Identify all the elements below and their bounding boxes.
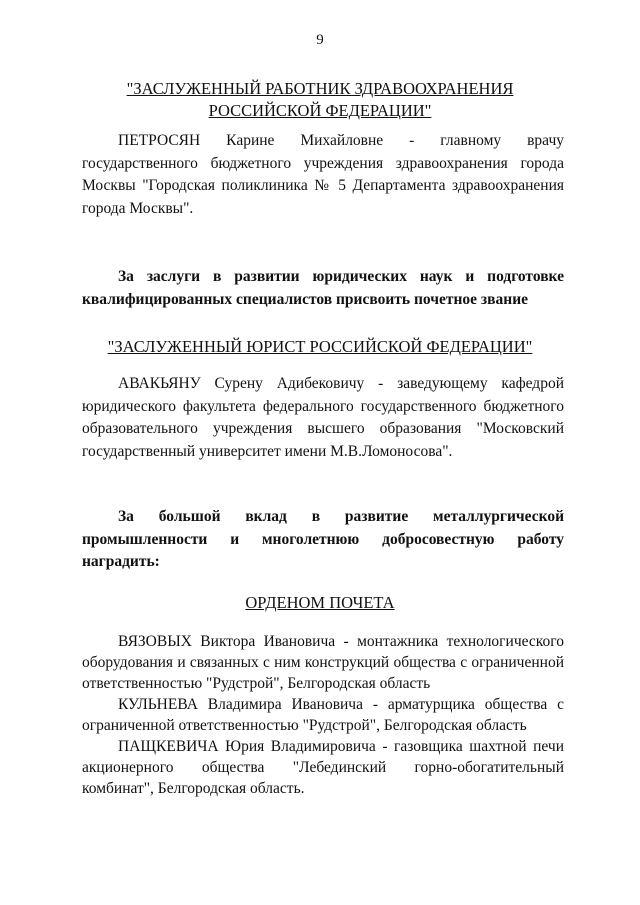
section3-award-pashkevich: ПАЩКЕВИЧА Юрия Владимировича - газовщика шахтной печи акционерного общества "Лебединский горно-обогатительный комбинат", Белгородская область. [82, 738, 564, 797]
section2-award-avakyan: АВАКЬЯНУ Сурену Адибековичу - заведующему кафедрой юридического факультета федерального государственного бюджетного образовательного учреждения высшего образования "Московский государственный университет имени М.В.Ломоносова". [82, 375, 564, 460]
section1-award-petrosyan: ПЕТРОСЯН Карине Михайловне - главному врачу государственного бюджетного учреждения здравоохранения города Москвы "Городская поликлиника № 5 Департамента здравоохранения города Москвы". [82, 132, 564, 217]
section3-award-kulnev: КУЛЬНЕВА Владимира Ивановича - арматурщика общества с ограниченной ответственностью "Рудстрой", Белгородская область [82, 696, 564, 734]
page-number: 9 [316, 32, 324, 48]
section2-title: "ЗАСЛУЖЕННЫЙ ЮРИСТ РОССИЙСКОЙ ФЕДЕРАЦИИ" [107, 337, 533, 356]
section3-title: ОРДЕНОМ ПОЧЕТА [245, 593, 395, 612]
section1-title-line1: "ЗАСЛУЖЕННЫЙ РАБОТНИК ЗДРАВООХРАНЕНИЯ [126, 79, 514, 98]
section3-intro: За большой вклад в развитие металлургической промышленности и многолетнюю добросовестную работу наградить: [82, 508, 564, 570]
section2-intro: За заслуги в развитии юридических наук и подготовке квалифицированных специалистов присвоить почетное звание [82, 268, 564, 308]
section3-award-vyazovykh: ВЯЗОВЫХ Виктора Ивановича - монтажника технологического оборудования и связанных с ним конструкций общества с ограниченной ответственностью "Рудстрой", Белгородская область [82, 633, 564, 692]
section1-title-line2: РОССИЙСКОЙ ФЕДЕРАЦИИ" [208, 101, 432, 120]
